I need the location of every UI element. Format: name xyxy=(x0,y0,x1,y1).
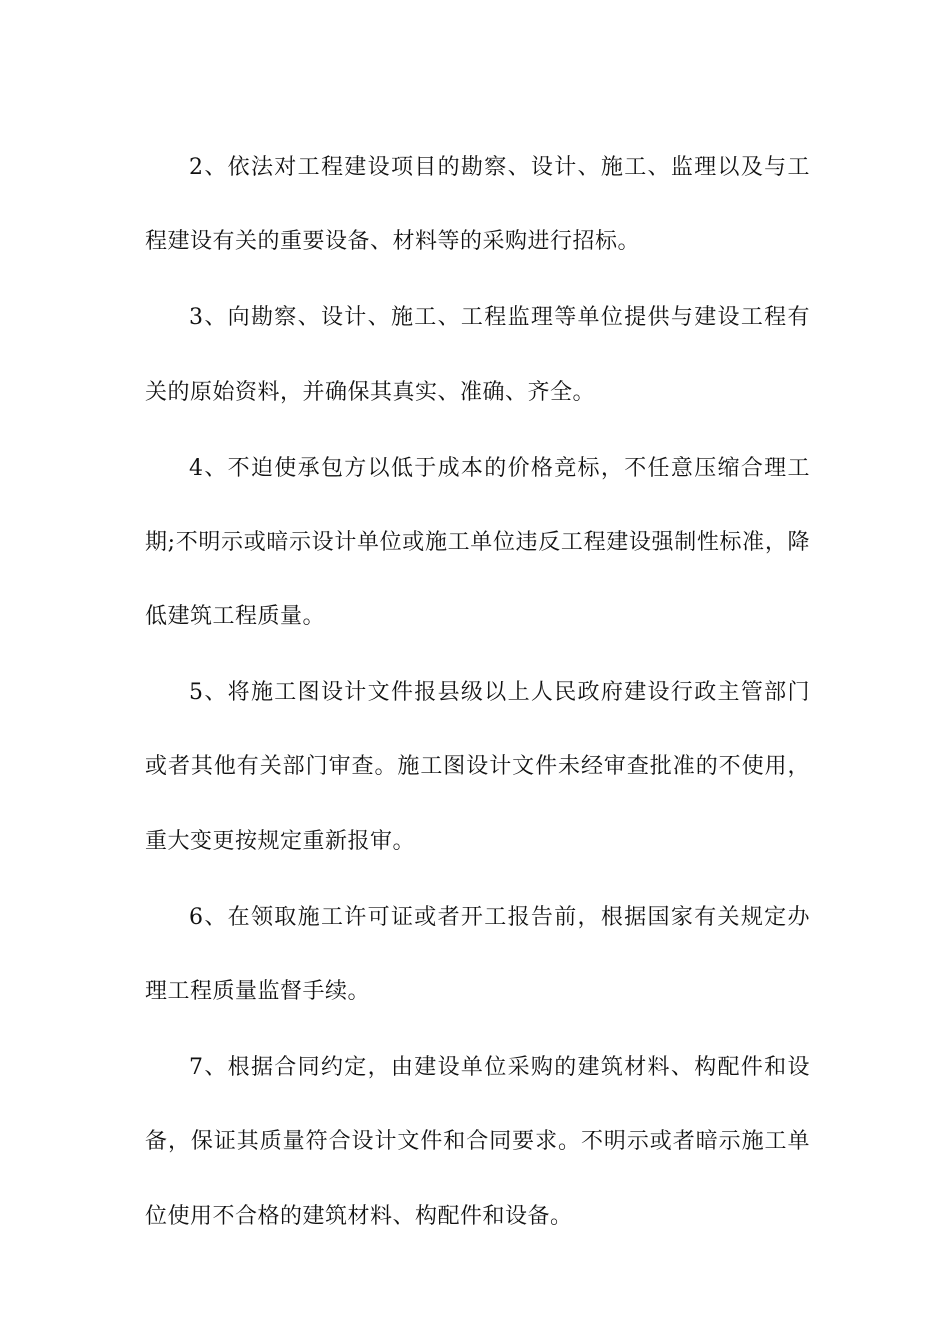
paragraph-item-7: 7、根据合同约定，由建设单位采购的建筑材料、构配件和设备，保证其质量符合设计文件和合同要求。不明示或者暗示施工单位使用不合格的建筑材料、构配件和设备。 xyxy=(145,1055,810,1229)
paragraph-item-2: 2、依法对工程建设项目的勘察、设计、施工、监理以及与工程建设有关的重要设备、材料等的采购进行招标。 xyxy=(145,155,810,255)
paragraph-item-6: 6、在领取施工许可证或者开工报告前，根据国家有关规定办理工程质量监督手续。 xyxy=(145,904,810,1005)
paragraph-item-5: 5、将施工图设计文件报县级以上人民政府建设行政主管部门或者其他有关部门审查。施工图设计文件未经审查批准的不使用，重大变更按规定重新报审。 xyxy=(145,680,810,854)
document-body xyxy=(145,131,810,1256)
paragraph-item-4: 4、不迫使承包方以低于成本的价格竞标，不任意压缩合理工期;不明示或暗示设计单位或施工单位违反工程建设强制性标准，降低建筑工程质量。 xyxy=(145,455,810,630)
paragraph-item-3: 3、向勘察、设计、施工、工程监理等单位提供与建设工程有关的原始资料，并确保其真实、准确、齐全。 xyxy=(145,305,810,405)
